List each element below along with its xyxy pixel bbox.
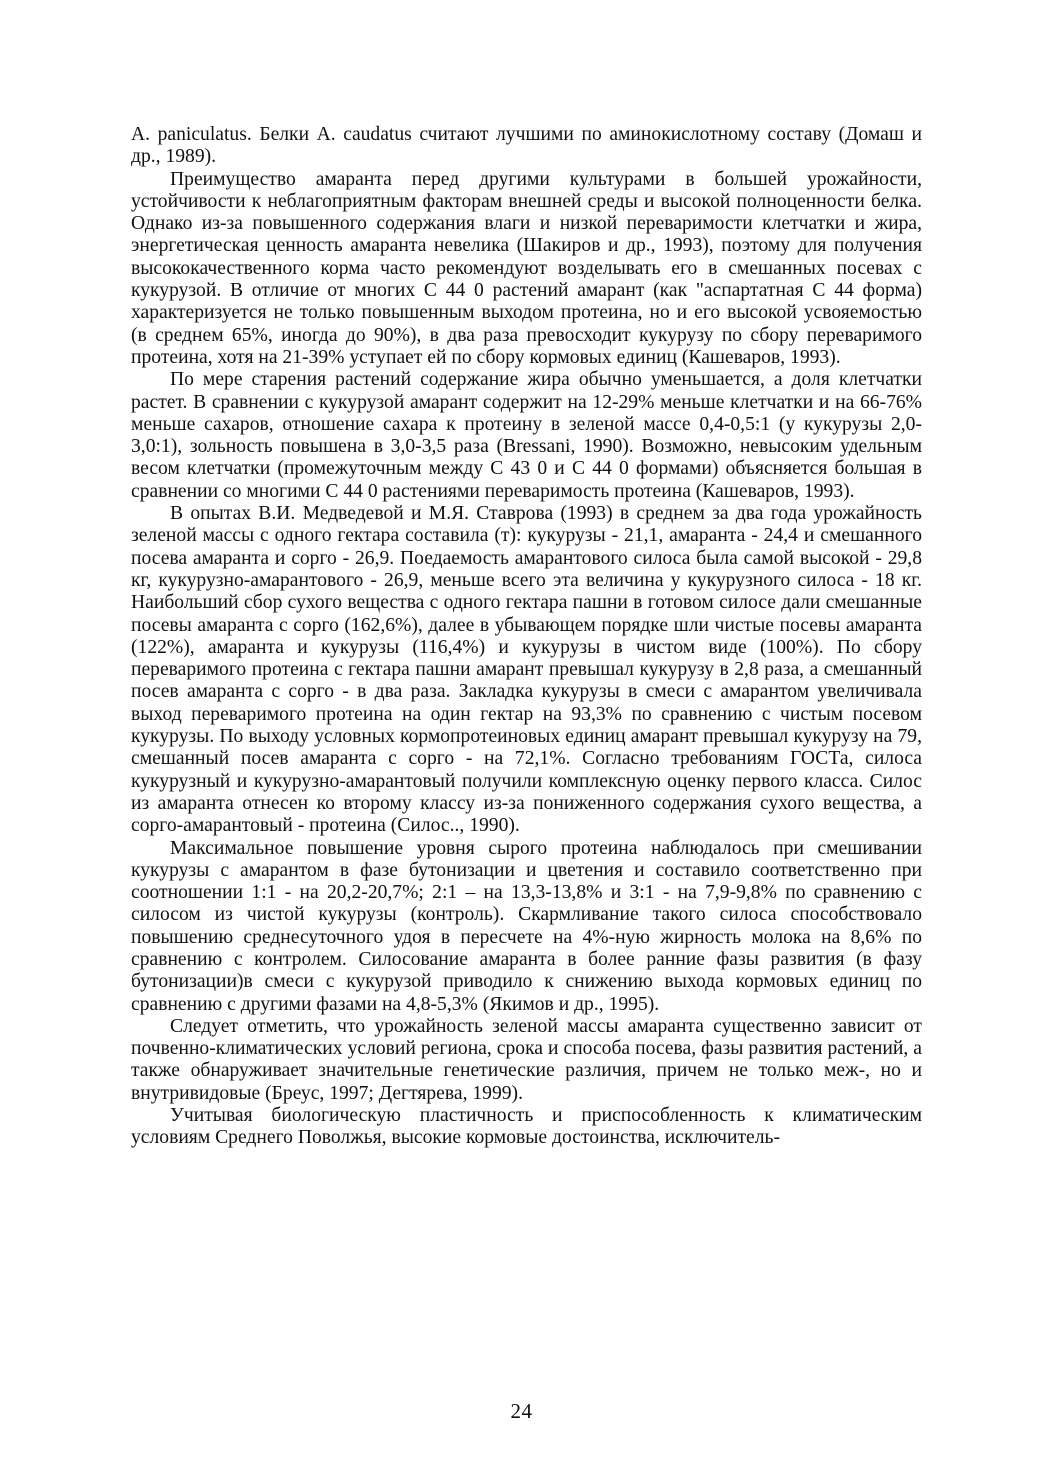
body-text — [131, 124, 922, 1150]
paragraph-3: По мере старения растений содержание жира обычно уменьшается, а доля клетчатки растет. В сравнении с кукурузой амарант содержит на 12-29% меньше клетчатки и на 66-76% меньше сахаров, отношение сахара к протеину в зеленой массе 0,4-0,5:1 (у кукурузы 2,0-3,0:1), зольность повышена в 3,0-3,5 раза (Bressani, 1990). Возможно, невысоким удельным весом клетчатки (промежуточным между С 43 0 и С 44 0 формами) объясняется большая в сравнении со многими С 44 0 растениями переваримость протеина (Кашеваров, 1993). — [131, 369, 922, 502]
paragraph-4: В опытах В.И. Медведевой и М.Я. Ставрова (1993) в среднем за два года урожайность зеленой массы с одного гектара составила (т): кукурузы - 21,1, амаранта - 24,4 и смешанного посева амаранта и сорго - 26,9. Поедаемость амарантового силоса была самой высокой - 29,8 кг, кукурузно-амарантового - 26,9, меньше всего эта величина у кукурузного силоса - 18 кг. Наибольший сбор сухого вещества с одного гектара пашни в готовом силосе дали смешанные посевы амаранта с сорго (162,6%), далее в убывающем порядке шли чистые посевы амаранта (122%), амаранта и кукурузы (116,4%) и кукурузы в чистом виде (100%). По сбору переваримого протеина с гектара пашни амарант превышал кукурузу в 2,8 раза, а смешанный посев амаранта с сорго - в два раза. Закладка кукурузы в смеси с амарантом увеличивала выход переваримого протеина на один гектар на 93,3% по сравнению с чистым посевом кукурузы. По выходу условных кормопротеиновых единиц амарант превышал кукурузу на 79, смешанный посев амаранта с сорго - на 72,1%. Согласно требованиям ГОСТа, силоса кукурузный и кукурузно-амарантовый получили комплексную оценку первого класса. Силос из амаранта отнесен ко второму классу из-за пониженного содержания сухого вещества, а сорго-амарантовый - протеина (Силос.., 1990). — [131, 503, 922, 837]
paragraph-6: Следует отметить, что урожайность зеленой массы амаранта существенно зависит от почвенно-климатических условий региона, срока и способа посева, фазы развития растений, а также обнаруживает значительные генетические различия, причем не только меж-, но и внутривидовые (Бреус, 1997; Дегтярева, 1999). — [131, 1015, 922, 1104]
page-number: 24 — [510, 1399, 533, 1423]
paragraph-5: Максимальное повышение уровня сырого протеина наблюдалось при смешивании кукурузы с амарантом в фазе бутонизации и цветения и составило соответственно при соотношении 1:1 - на 20,2-20,7%; 2:1 – на 13,3-13,8% и 3:1 - на 7,9-9,8% по сравнению с силосом из чистой кукурузы (контроль). Скармливание такого силоса способствовало повышению среднесуточного удоя в пересчете на 4%-ную жирность молока на 8,6% по сравнению с контролем. Силосование амаранта в более ранние фазы развития (в фазу бутонизации)в смеси с кукурузой приводило к снижению выхода кормовых единиц по сравнению с другими фазами на 4,8-5,3% (Якимов и др., 1995). — [131, 837, 922, 1015]
paragraph-2: Преимущество амаранта перед другими культурами в большей урожайности, устойчивости к неблагоприятным факторам внешней среды и высокой полноценности белка. Однако из-за повышенного содержания влаги и низкой переваримости клетчатки и жира, энергетическая ценность амаранта невелика (Шакиров и др., 1993), поэтому для получения высококачественного корма часто рекомендуют возделывать его в смешанных посевах с кукурузой. В отличие от многих С 44 0 растений амарант (как "аспартатная С 44 форма) характеризуется не только повышенным выходом протеина, но и его высокой усвояемостью (в среднем 65%, иногда до 90%), в два раза превосходит кукурузу по сбору переваримого протеина, хотя на 21-39% уступает ей по сбору кормовых единиц (Кашеваров, 1993). — [131, 168, 922, 368]
paragraph-7: Учитывая биологическую пластичность и приспособленность к климатическим условиям Среднего Поволжья, высокие кормовые достоинства, исключитель- — [131, 1105, 922, 1149]
paragraph-1: A. paniculatus. Белки A. caudatus считают лучшими по аминокислотному составу (Домаш и др., 1989). — [131, 124, 922, 168]
